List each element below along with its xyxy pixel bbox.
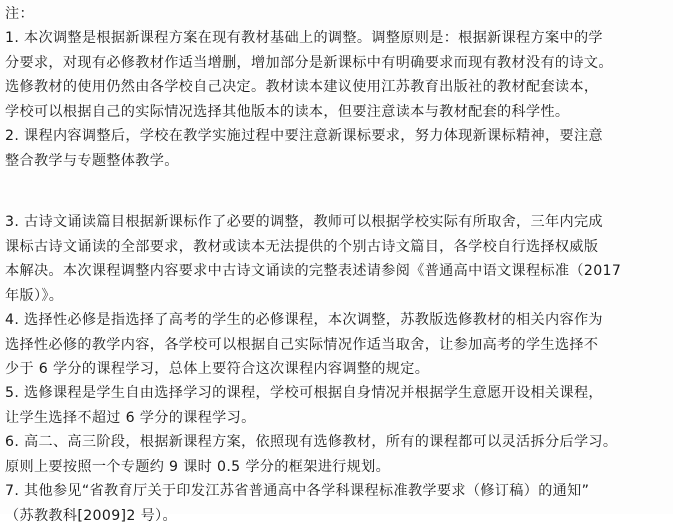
note-item-5 bbox=[5, 381, 670, 430]
note-4-line-3: 少于 6 学分的课程学习，总体上要符合这次课程内容调整的规定。 bbox=[5, 361, 430, 378]
note-3-line-3: 本解决。本次课程调整内容要求中古诗文诵读的完整表述请参阅《普通高中语文课程标准（2017 bbox=[5, 263, 622, 280]
note-item-3 bbox=[5, 210, 670, 308]
note-6-line-1: 6. 高二、高三阶段，根据新课程方案，依照现有选修教材，所有的课程都可以灵活拆分后学习。 bbox=[5, 434, 618, 450]
note-item-1 bbox=[5, 26, 670, 124]
note-1-line-3: 选修教材的使用仍然由各学校自己决定。教材读本建议使用江苏教育出版社的教材配套读本， bbox=[5, 79, 599, 96]
note-item-2 bbox=[5, 124, 670, 173]
note-3-line-1: 3. 古诗文诵读篇目根据新课标作了必要的调整，教师可以根据学校实际有所取舍，三年内完成 bbox=[5, 214, 603, 230]
note-6-line-2: 原则上要按照一个专题约 9 课时 0.5 学分的框架进行规划。 bbox=[5, 458, 391, 475]
note-5-line-1: 5. 选修课程是学生自由选择学习的课程，学校可根据自身情况并根据学生意愿开设相关课程， bbox=[5, 385, 603, 401]
note-7-line-1: 7. 其他参见“省教育厅关于印发江苏省普通高中各学科课程标准教学要求（修订稿）的通知” bbox=[5, 483, 590, 499]
note-item-6 bbox=[5, 430, 670, 479]
note-item-7 bbox=[5, 479, 670, 528]
note-heading-text: 注： bbox=[5, 6, 34, 22]
note-heading bbox=[5, 2, 670, 27]
note-1-line-1: 1. 本次调整是根据新课程方案在现有教材基础上的调整。调整原则是：根据新课程方案中的学 bbox=[5, 30, 603, 46]
note-3-line-2: 课标古诗文诵读的全部要求，教材或读本无法提供的个别古诗文篇目，各学校自行选择权威版 bbox=[5, 238, 599, 255]
note-1-line-4: 学校可以根据自己的实际情况选择其他版本的读本，但要注意读本与教材配套的科学性。 bbox=[5, 103, 570, 120]
note-3-line-4: 年版）》。 bbox=[5, 287, 64, 304]
note-item-4 bbox=[5, 308, 670, 382]
note-5-line-2: 让学生选择不超过 6 学分的课程学习。 bbox=[5, 409, 256, 426]
note-1-line-2: 分要求，对现有必修教材作适当增删，增加部分是新课标中有明确要求而现有教材没有的诗文。 bbox=[5, 54, 613, 71]
note-4-line-1: 4. 选择性必修是指选择了高考的学生的必修课程，本次调整，苏教版选修教材的相关内容作为 bbox=[5, 312, 603, 328]
note-2-line-2: 整合教学与专题整体教学。 bbox=[5, 152, 179, 169]
note-7-line-2: （苏教教科[2009]2 号）。 bbox=[5, 507, 177, 524]
note-2-line-1: 2. 课程内容调整后，学校在教学实施过程中要注意新课标要求，努力体现新课标精神，要注意 bbox=[5, 128, 603, 144]
note-4-line-2: 选择性必修的教学内容，各学校可以根据自己实际情况作适当取舍，让参加高考的学生选择不 bbox=[5, 336, 599, 353]
